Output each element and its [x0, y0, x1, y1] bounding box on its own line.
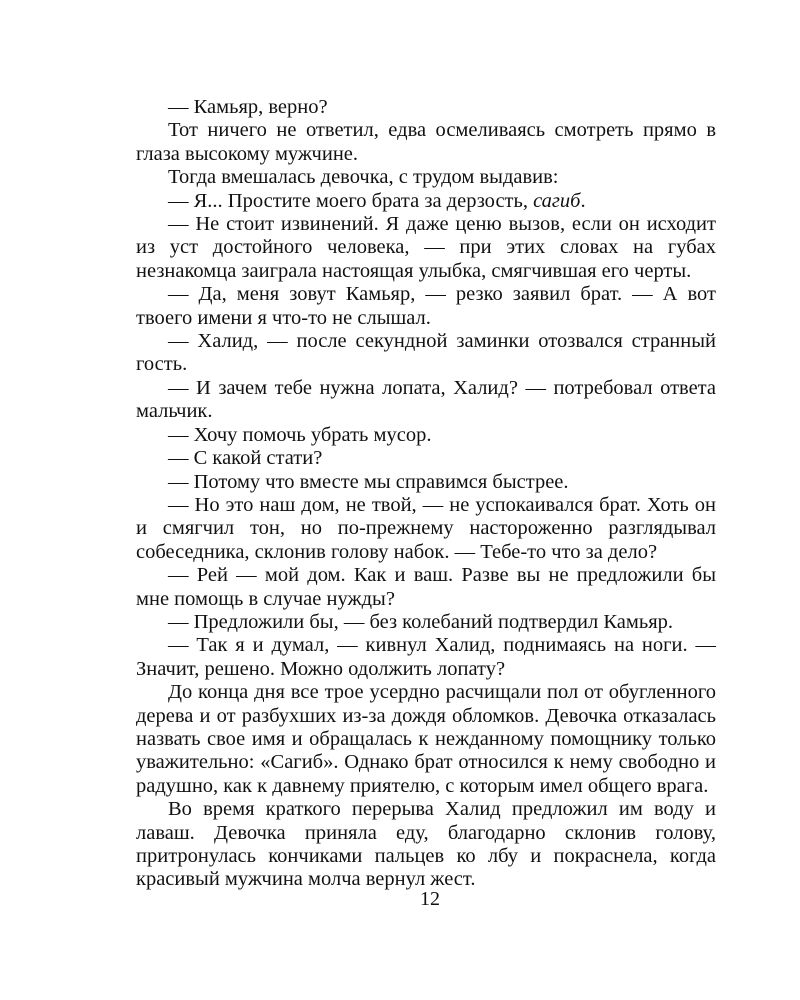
- paragraph-9: — Хочу помочь убрать мусор.: [168, 423, 432, 446]
- paragraph-4-end: .: [580, 189, 586, 212]
- page-number: 12: [420, 888, 440, 910]
- paragraph-15: — Так я и думал, — кивнул Халид, поднимаясь на ноги. — Значит, решено. Можно одолжить лопату?: [136, 634, 716, 680]
- paragraph-12: — Но это наш дом, не твой, — не успокаивался брат. Хоть он и смягчил тон, но по-прежнему настороженно разглядывал собеседника, склонив голову набок. — Тебе-то что за дело?: [136, 493, 716, 563]
- paragraph-4-text: — Я... Простите моего брата за дерзость,: [168, 189, 534, 212]
- paragraph-13: — Рей — мой дом. Как и ваш. Разве вы не предложили бы мне помощь в случае нужды?: [136, 564, 716, 610]
- paragraph-3: Тогда вмешалась девочка, с трудом выдавив:: [168, 166, 559, 189]
- paragraph-1: — Камьяр, верно?: [168, 96, 328, 118]
- paragraph-10: — С какой стати?: [168, 447, 323, 470]
- paragraph-16: До конца дня все трое усердно расчищали пол от обугленного дерева и от разбухших из-за дождя обломков. Девочка отказалась назвать свое имя и обращалась к нежданному помощнику только уважительно: «Сагиб». Однако брат относился к нему свободно и радушно, как к давнему приятелю, с которым имел общего врага.: [136, 681, 716, 797]
- paragraph-17: Во время краткого перерыва Халид предложил им воду и лаваш. Девочка приняла еду, благодарно склонив голову, притронулась кончиками пальцев ко лбу и покраснела, когда красивый мужчина молча вернул жест.: [136, 798, 716, 891]
- paragraph-11: — Потому что вместе мы справимся быстрее.: [168, 470, 569, 493]
- paragraph-14: — Предложили бы, — без колебаний подтвердил Камьяр.: [168, 610, 674, 633]
- paragraph-4: [136, 190, 716, 213]
- page-body: [136, 96, 716, 892]
- paragraph-5: — Не стоит извинений. Я даже ценю вызов, если он исходит из уст достойного человека, — при этих словах на губах незнакомца заиграла настоящая улыбка, смягчившая его черты.: [136, 213, 716, 282]
- paragraph-2: Тот ничего не ответил, едва осмеливаясь смотреть прямо в глаза высокому мужчине.: [136, 119, 716, 165]
- paragraph-6: — Да, меня зовут Камьяр, — резко заявил брат. — А вот твоего имени я что-то не слышал.: [136, 283, 716, 329]
- paragraph-7: — Халид, — после секундной заминки отозвался странный гость.: [136, 330, 716, 376]
- paragraph-4-italic-word: сагиб: [533, 189, 581, 212]
- paragraph-8: — И зачем тебе нужна лопата, Халид? — потребовал ответа мальчик.: [136, 376, 716, 423]
